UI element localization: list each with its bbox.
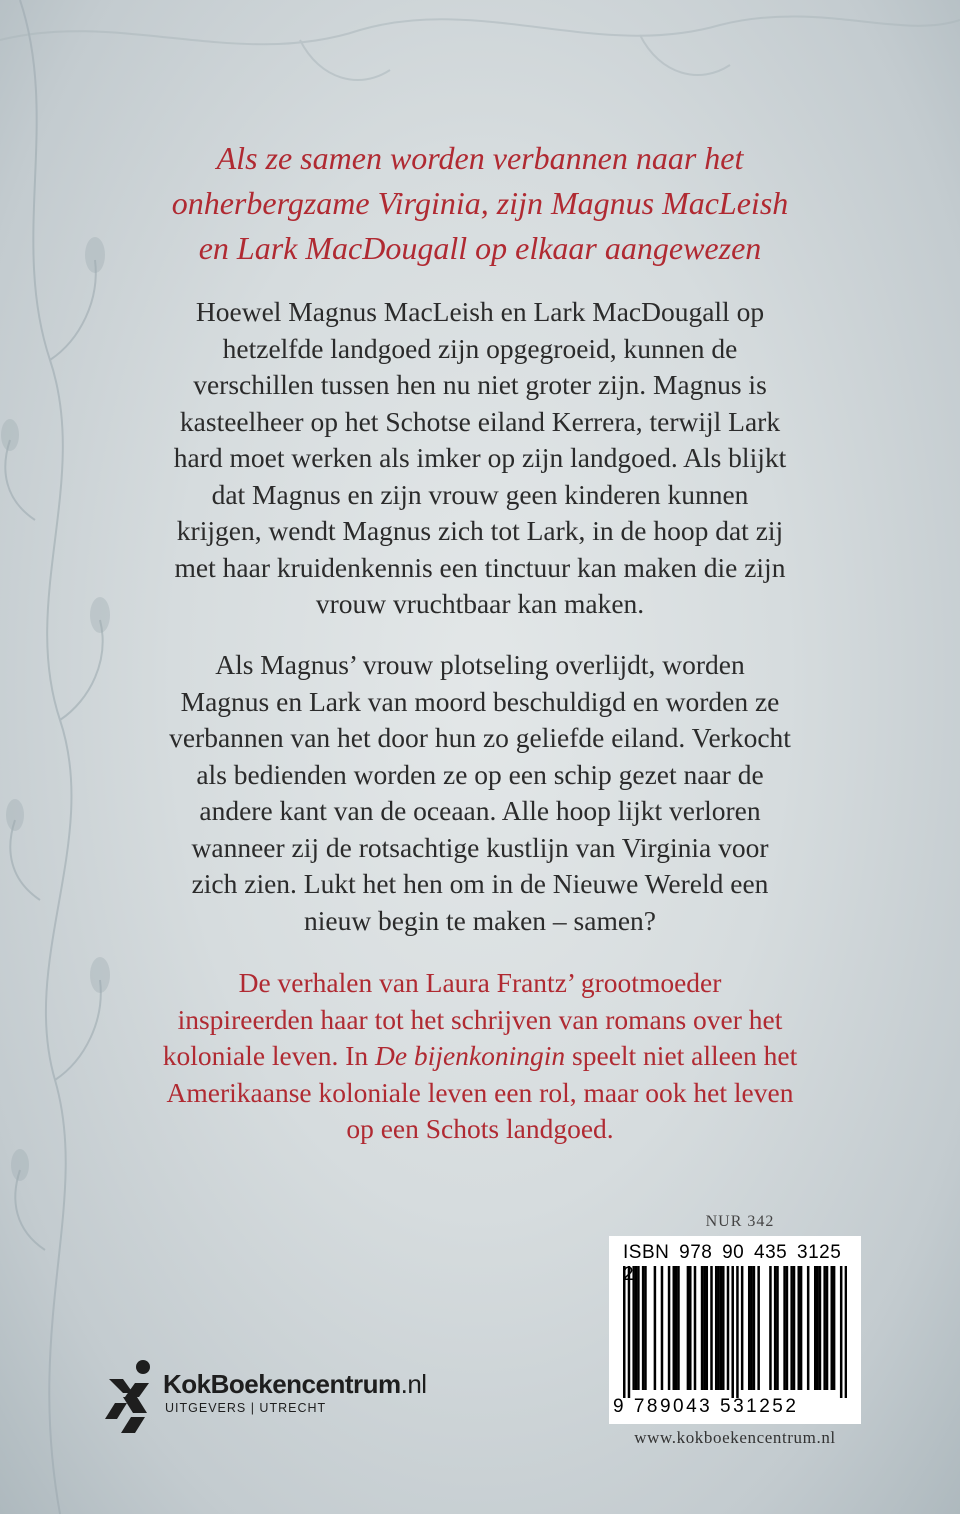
- text-line: [118, 1038, 842, 1075]
- barcode-bar: [826, 1266, 829, 1390]
- nur-code: NUR 342: [705, 1213, 775, 1230]
- tagline-line: Als ze samen worden verbannen naar het: [216, 140, 744, 176]
- barcode-bar: [750, 1266, 753, 1390]
- text-line: hetzelfde landgoed zijn opgegroeid, kunnen de: [222, 332, 738, 364]
- text-segment: koloniale leven. In: [162, 1040, 375, 1071]
- barcode-bar: [675, 1266, 678, 1390]
- barcode-bar: [623, 1266, 626, 1398]
- publisher-name-tld: .nl: [400, 1369, 427, 1399]
- barcode-bar: [736, 1266, 739, 1398]
- text-line: nieuw begin te maken – samen?: [303, 904, 657, 936]
- text-line: als bedienden worden ze op een schip gezet naar de: [196, 758, 764, 790]
- text-line: Als Magnus’ vrouw plotseling overlijdt, worden: [215, 649, 745, 680]
- text-line: vrouw vruchtbaar kan maken.: [315, 588, 645, 619]
- barcode-bar: [769, 1266, 772, 1390]
- barcode-bar: [830, 1266, 833, 1390]
- text-line: Amerikaanse koloniale leven een rol, maar ook het leven: [166, 1076, 794, 1108]
- barcode-bar: [819, 1266, 822, 1390]
- barcode-bar: [687, 1266, 690, 1390]
- barcode-bar: [753, 1266, 756, 1390]
- text-line: De verhalen van Laura Frantz’ grootmoeder: [238, 967, 722, 998]
- barcode-bar: [727, 1266, 730, 1390]
- barcode-bar: [786, 1266, 789, 1390]
- barcode-bar: [833, 1266, 836, 1390]
- barcode-bar: [642, 1266, 645, 1390]
- synopsis-paragraph-2: [118, 647, 842, 939]
- barcode-bar: [845, 1266, 847, 1398]
- tagline-line: onherbergzame Virginia, zijn Magnus MacLeish: [171, 185, 789, 221]
- publisher-name-main: KokBoekencentrum: [163, 1369, 401, 1399]
- barcode-bar: [790, 1266, 793, 1390]
- barcode-bar: [722, 1266, 725, 1390]
- text-line: verschillen tussen hen nu niet groter zijn. Magnus is: [193, 369, 767, 400]
- text-line: hard moet werken als imker op zijn landgoed. Als blijkt: [173, 442, 787, 473]
- barcode-bar: [717, 1266, 720, 1390]
- barcode-bar: [757, 1266, 760, 1390]
- barcode-digits: 9 789043 531252: [613, 1396, 799, 1417]
- tagline: [120, 136, 840, 271]
- publisher-subtitle: UITGEVERS | UTRECHT: [165, 1401, 327, 1415]
- barcode-bar: [673, 1266, 676, 1390]
- isbn-label: ISBN 978 90 435 3125: [623, 1242, 842, 1263]
- author-paragraph: [118, 965, 842, 1148]
- barcode-bar: [689, 1266, 692, 1390]
- text-line: op een Schots landgoed.: [346, 1113, 614, 1144]
- text-line: Magnus en Lark van moord beschuldigd en worden ze: [180, 685, 780, 717]
- tagline-line: en Lark MacDougall op elkaar aangewezen: [198, 230, 762, 266]
- barcode-bar: [731, 1266, 734, 1398]
- barcode-bar: [701, 1266, 704, 1390]
- barcode-bar: [668, 1266, 671, 1390]
- barcode-bar: [823, 1266, 826, 1390]
- barcode-bar: [644, 1266, 647, 1390]
- text-line: met haar kruidenkennis een tinctuur kan maken die zijn: [174, 551, 786, 583]
- barcode-bar: [637, 1266, 640, 1390]
- text-line: dat Magnus en zijn vrouw geen kinderen kunnen: [211, 478, 749, 510]
- barcode-bar: [793, 1266, 796, 1390]
- barcode-bar: [635, 1266, 638, 1390]
- barcode-bar: [694, 1266, 697, 1390]
- barcode-bar: [661, 1266, 664, 1390]
- barcode-bar: [632, 1266, 635, 1390]
- barcode-bar: [816, 1266, 819, 1390]
- text-line: Hoewel Magnus MacLeish en Lark MacDougall op: [195, 296, 765, 327]
- barcode-bar: [840, 1266, 843, 1398]
- barcode-bar: [628, 1266, 631, 1398]
- barcode-bar: [748, 1266, 751, 1390]
- barcode-bar: [677, 1266, 680, 1390]
- barcode-bar: [814, 1266, 817, 1390]
- barcode-bar: [774, 1266, 777, 1390]
- synopsis-paragraph-1: [118, 294, 842, 623]
- isbn-barcode: [609, 1236, 861, 1424]
- text-line: krijgen, wendt Magnus zich tot Lark, in de hoop dat zij: [176, 515, 784, 546]
- barcode-bar: [710, 1266, 713, 1390]
- barcode-bar: [776, 1266, 779, 1390]
- barcode-bars: [623, 1266, 847, 1398]
- text-line: zich zien. Lukt het hen om in de Nieuwe Wereld een: [191, 868, 769, 899]
- barcode-bar: [783, 1266, 786, 1390]
- barcode-bar: [741, 1266, 744, 1390]
- publisher-name: [163, 1369, 427, 1400]
- text-line: inspireerden haar tot het schrijven van romans over het: [177, 1003, 783, 1035]
- text-segment: speelt niet alleen het: [565, 1040, 798, 1071]
- text-line: wanneer zij de rotsachtige kustlijn van Virginia voor: [191, 831, 769, 863]
- publisher-website: www.kokboekencentrum.nl: [634, 1428, 836, 1447]
- barcode-bar: [807, 1266, 810, 1390]
- barcode-bar: [797, 1266, 800, 1390]
- barcode-bar: [720, 1266, 723, 1390]
- text-line: kasteelheer op het Schotse eiland Kerrera, terwijl Lark: [179, 405, 781, 437]
- barcode-bar: [715, 1266, 718, 1390]
- barcode-bar: [654, 1266, 657, 1390]
- publisher-logo: [105, 1357, 427, 1437]
- book-title: De bijenkoningin: [374, 1040, 566, 1071]
- barcode-bar: [706, 1266, 709, 1390]
- barcode-bar: [800, 1266, 803, 1390]
- publisher-logo-icon: [105, 1357, 157, 1437]
- text-line: verbannen van het door hun zo geliefde eiland. Verkocht: [169, 722, 791, 753]
- text-line: andere kant van de oceaan. Alle hoop lijkt verloren: [199, 795, 761, 826]
- barcode-bar: [703, 1266, 706, 1390]
